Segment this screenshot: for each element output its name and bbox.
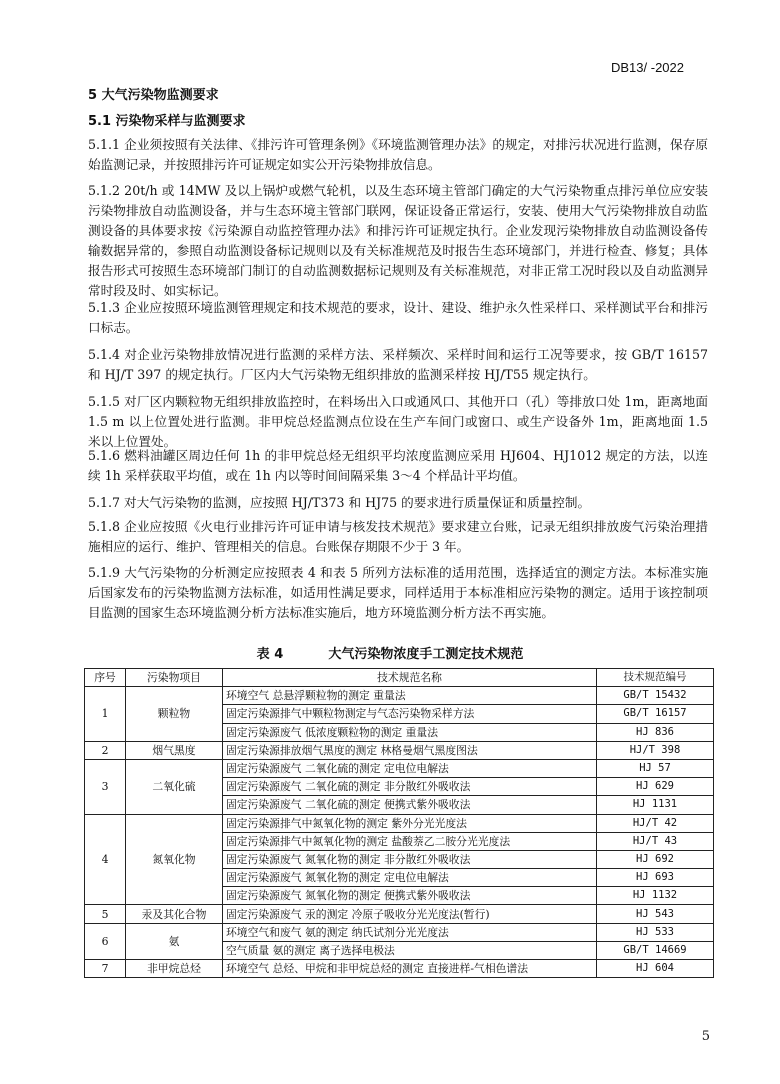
row-code: HJ 836: [597, 723, 714, 741]
table-caption: [0, 643, 780, 662]
section-5-1-heading: 5.1 污染物采样与监测要求: [88, 114, 246, 129]
row-no: 6: [85, 923, 126, 959]
section-5-heading: 5 大气污染物监测要求: [88, 88, 219, 103]
row-item: 非甲烷总烃: [126, 960, 223, 978]
row-code: GB/T 16157: [597, 705, 714, 723]
row-code: HJ/T 398: [597, 741, 714, 759]
paragraph-5-1-4: 5.1.4 对企业污染物排放情况进行监测的采样方法、采样频次、采样时间和运行工况等要求，按 GB/T 16157 和 HJ/T 397 的规定执行。厂区内大气污染物无组织排放的监测采样按 HJ/T55 规定执行。: [88, 347, 708, 382]
row-item: 氮氧化物: [126, 814, 223, 905]
row-code: HJ 533: [597, 923, 714, 941]
table-row: [85, 960, 714, 978]
row-code: HJ 629: [597, 778, 714, 796]
row-method: 固定污染源排放烟气黑度的测定 林格曼烟气黑度图法: [223, 741, 597, 759]
row-code: HJ 692: [597, 850, 714, 868]
paragraph-5-1-2: 5.1.2 20t/h 或 14MW 及以上锅炉或燃气轮机，以及生态环境主管部门确定的大气污染物重点排污单位应安装污染物排放自动监测设备，并与生态环境主管部门联网，保证设备正常运行，安装、使用大气污染物排放自动监测设备的具体要求按《污染源自动监控管理办法》和排污许可证规定执行。企业发现污染物排放自动监测设备传输数据异常的，参照自动监测设备标记规则以及有关标准规范及时报告生态环境部门，并进行检查、修复；具体报告形式可按照生态环境部门制订的自动监测数据标记规则及有关标准规范，对非正常工况时段以及自动监测异常时段及时、如实标记。: [88, 183, 708, 298]
row-no: 1: [85, 687, 126, 742]
row-item: 汞及其化合物: [126, 905, 223, 923]
table-row: [85, 905, 714, 923]
row-item: 烟气黑度: [126, 741, 223, 759]
row-method: 空气质量 氨的测定 离子选择电极法: [223, 941, 597, 959]
table-row: [85, 923, 714, 941]
header-code: 技术规范编号: [597, 669, 714, 687]
row-method: 固定污染源废气 氮氧化物的测定 定电位电解法: [223, 869, 597, 887]
paragraph-5-1-1: 5.1.1 企业须按照有关法律、《排污许可管理条例》《环境监测管理办法》的规定，对排污状况进行监测，保存原始监测记录，并按照排污许可证规定如实公开污染物排放信息。: [88, 137, 708, 172]
row-method: 固定污染源废气 低浓度颗粒物的测定 重量法: [223, 723, 597, 741]
row-method: 固定污染源废气 氮氧化物的测定 非分散红外吸收法: [223, 850, 597, 868]
row-code: HJ 1132: [597, 887, 714, 905]
paragraph-5-1-7: 5.1.7 对大气污染物的监测，应按照 HJ/T373 和 HJ75 的要求进行质量保证和质量控制。: [88, 495, 591, 510]
table-row: [85, 741, 714, 759]
row-no: 5: [85, 905, 126, 923]
row-method: 固定污染源排气中颗粒物测定与气态污染物采样方法: [223, 705, 597, 723]
row-code: HJ 1131: [597, 796, 714, 814]
header-name: 技术规范名称: [223, 669, 597, 687]
table-title: 大气污染物浓度手工测定技术规范: [328, 647, 524, 662]
row-no: 4: [85, 814, 126, 905]
row-method: 固定污染源废气 氮氧化物的测定 便携式紫外吸收法: [223, 887, 597, 905]
row-no: 7: [85, 960, 126, 978]
paragraph-5-1-6: 5.1.6 燃料油罐区周边任何 1h 的非甲烷总烃无组织平均浓度监测应采用 HJ604、HJ1012 规定的方法，以连续 1h 采样获取平均值，或在 1h 内以等时间间隔采集 3～4 个样品计平均值。: [88, 448, 708, 483]
table-row: [85, 814, 714, 832]
row-item: 氨: [126, 923, 223, 959]
row-item: 颗粒物: [126, 687, 223, 742]
table-header-row: [85, 669, 714, 687]
table-row: [85, 759, 714, 777]
table-row: [85, 687, 714, 705]
row-method: 固定污染源废气 二氧化硫的测定 便携式紫外吸收法: [223, 796, 597, 814]
row-method: 固定污染源废气 二氧化硫的测定 非分散红外吸收法: [223, 778, 597, 796]
row-code: HJ 604: [597, 960, 714, 978]
row-method: 固定污染源排气中氮氧化物的测定 紫外分光光度法: [223, 814, 597, 832]
row-code: HJ 543: [597, 905, 714, 923]
paragraph-5-1-9: 5.1.9 大气污染物的分析测定应按照表 4 和表 5 所列方法标准的适用范围，选择适宜的测定方法。本标准实施后国家发布的污染物监测方法标准，如适用性满足要求，同样适用于本标准相应污染物的测定。适用于该控制项目监测的国家生态环境监测分析方法标准实施后，地方环境监测分析方法不再实施。: [88, 565, 708, 620]
paragraph-5-1-8: 5.1.8 企业应按照《火电行业排污许可证申请与核发技术规范》要求建立台账，记录无组织排放废气污染治理措施相应的运行、维护、管理相关的信息。台账保存期限不少于 3 年。: [88, 519, 708, 554]
row-method: 固定污染源排气中氮氧化物的测定 盐酸萘乙二胺分光光度法: [223, 832, 597, 850]
row-no: 2: [85, 741, 126, 759]
row-no: 3: [85, 759, 126, 814]
standards-table: [84, 668, 714, 978]
row-method: 环境空气和废气 氨的测定 纳氏试剂分光光度法: [223, 923, 597, 941]
row-code: HJ 57: [597, 759, 714, 777]
row-method: 环境空气 总悬浮颗粒物的测定 重量法: [223, 687, 597, 705]
row-method: 环境空气 总烃、甲烷和非甲烷总烃的测定 直接进样-气相色谱法: [223, 960, 597, 978]
row-method: 固定污染源废气 汞的测定 冷原子吸收分光光度法(暂行): [223, 905, 597, 923]
paragraph-5-1-5: 5.1.5 对厂区内颗粒物无组织排放监控时，在料场出入口或通风口、其他开口（孔）等排放口处 1m，距离地面 1.5 m 以上位置处进行监测。非甲烷总烃监测点位设在生产车间门或窗口、或生产设备外 1m，距离地面 1.5 米以上位置处。: [88, 394, 708, 449]
row-code: GB/T 15432: [597, 687, 714, 705]
document-number: DB13/ -2022: [611, 60, 684, 75]
page-number: 5: [701, 1029, 710, 1044]
table-number: 表 4: [256, 647, 284, 662]
row-code: GB/T 14669: [597, 941, 714, 959]
row-item: 二氧化硫: [126, 759, 223, 814]
row-code: HJ/T 43: [597, 832, 714, 850]
row-method: 固定污染源废气 二氧化硫的测定 定电位电解法: [223, 759, 597, 777]
header-no: 序号: [85, 669, 126, 687]
row-code: HJ 693: [597, 869, 714, 887]
row-code: HJ/T 42: [597, 814, 714, 832]
header-item: 污染物项目: [126, 669, 223, 687]
paragraph-5-1-3: 5.1.3 企业应按照环境监测管理规定和技术规范的要求，设计、建设、维护永久性采样口、采样测试平台和排污口标志。: [88, 300, 708, 335]
